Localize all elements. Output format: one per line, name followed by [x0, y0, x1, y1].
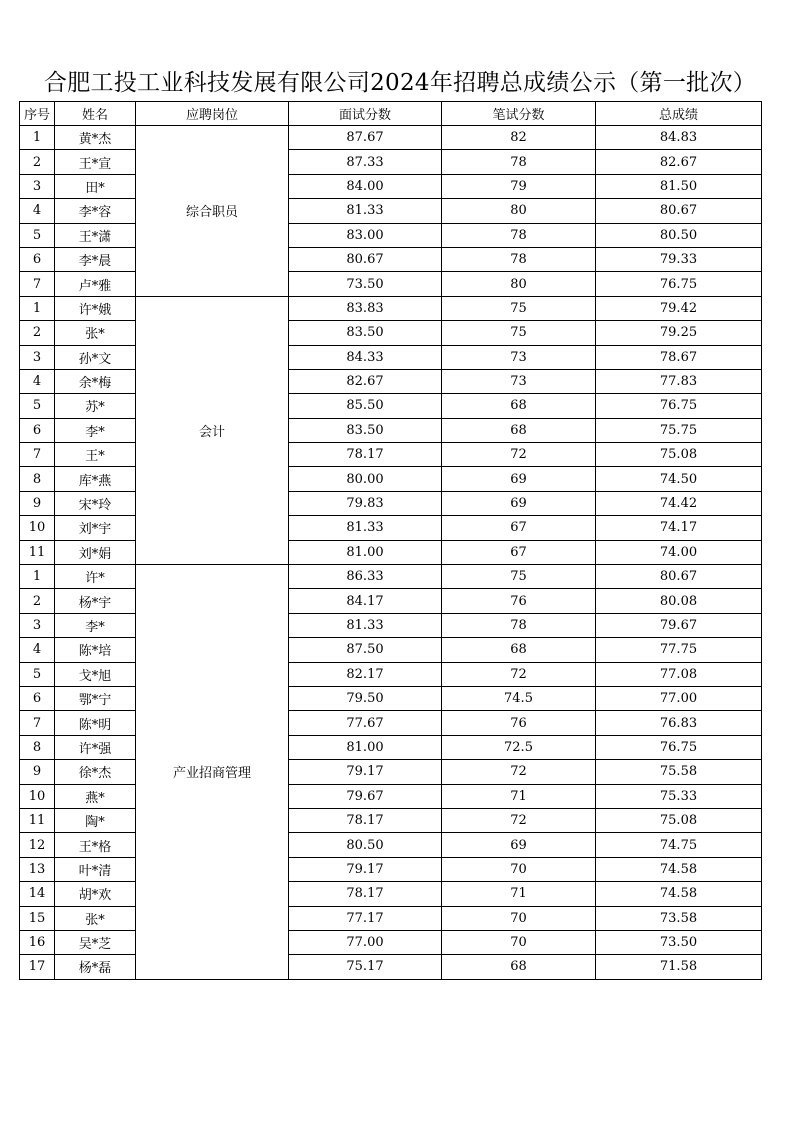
- cell-written-score: 76: [442, 711, 596, 735]
- cell-total-score: 77.83: [596, 369, 762, 393]
- cell-written-score: 78: [442, 223, 596, 247]
- table-row: [20, 516, 762, 540]
- cell-total-score: 81.50: [596, 174, 762, 198]
- cell-total-score: 73.50: [596, 930, 762, 954]
- table-row: [20, 906, 762, 930]
- cell-name: 孙*文: [55, 345, 136, 369]
- table-row: [20, 735, 762, 759]
- cell-index: 9: [20, 760, 55, 784]
- cell-interview-score: 84.17: [289, 589, 442, 613]
- header-index: 序号: [20, 102, 55, 126]
- cell-written-score: 75: [442, 321, 596, 345]
- cell-name: 杨*磊: [55, 955, 136, 979]
- cell-total-score: 79.67: [596, 613, 762, 637]
- cell-total-score: 79.25: [596, 321, 762, 345]
- cell-index: 13: [20, 857, 55, 881]
- cell-total-score: 79.42: [596, 296, 762, 320]
- cell-total-score: 74.00: [596, 540, 762, 564]
- cell-written-score: 67: [442, 516, 596, 540]
- cell-total-score: 76.75: [596, 272, 762, 296]
- cell-index: 10: [20, 784, 55, 808]
- table-row: [20, 613, 762, 637]
- cell-index: 2: [20, 150, 55, 174]
- cell-written-score: 78: [442, 150, 596, 174]
- cell-interview-score: 83.00: [289, 223, 442, 247]
- cell-name: 余*梅: [55, 369, 136, 393]
- table-header-row: [20, 102, 762, 126]
- table-row: [20, 369, 762, 393]
- cell-name: 王*潇: [55, 223, 136, 247]
- cell-name: 陶*: [55, 808, 136, 832]
- cell-interview-score: 78.17: [289, 443, 442, 467]
- table-row: [20, 199, 762, 223]
- cell-interview-score: 75.17: [289, 955, 442, 979]
- cell-position: 综合职员: [136, 126, 289, 297]
- cell-total-score: 74.50: [596, 467, 762, 491]
- table-row: [20, 686, 762, 710]
- cell-index: 2: [20, 321, 55, 345]
- cell-interview-score: 86.33: [289, 565, 442, 589]
- cell-total-score: 77.75: [596, 638, 762, 662]
- cell-name: 戈*旭: [55, 662, 136, 686]
- cell-total-score: 75.08: [596, 808, 762, 832]
- cell-index: 4: [20, 369, 55, 393]
- cell-written-score: 72: [442, 443, 596, 467]
- table-row: [20, 930, 762, 954]
- cell-index: 1: [20, 126, 55, 150]
- cell-index: 5: [20, 662, 55, 686]
- cell-interview-score: 85.50: [289, 394, 442, 418]
- header-interview-score: 面试分数: [289, 102, 442, 126]
- cell-name: 张*: [55, 321, 136, 345]
- cell-interview-score: 79.17: [289, 857, 442, 881]
- cell-index: 15: [20, 906, 55, 930]
- cell-index: 12: [20, 833, 55, 857]
- cell-total-score: 84.83: [596, 126, 762, 150]
- table-body: [20, 126, 762, 980]
- cell-index: 8: [20, 467, 55, 491]
- cell-name: 王*: [55, 443, 136, 467]
- cell-name: 王*宣: [55, 150, 136, 174]
- table-row: [20, 126, 762, 150]
- cell-interview-score: 80.50: [289, 833, 442, 857]
- table-row: [20, 857, 762, 881]
- cell-index: 10: [20, 516, 55, 540]
- page-title: 合肥工投工业科技发展有限公司2024年招聘总成绩公示（第一批次）: [43, 70, 757, 96]
- cell-name: 许*强: [55, 735, 136, 759]
- cell-interview-score: 80.00: [289, 467, 442, 491]
- cell-position: 产业招商管理: [136, 565, 289, 980]
- table-row: [20, 808, 762, 832]
- cell-index: 6: [20, 418, 55, 442]
- cell-written-score: 73: [442, 369, 596, 393]
- cell-index: 3: [20, 174, 55, 198]
- cell-written-score: 73: [442, 345, 596, 369]
- cell-interview-score: 87.33: [289, 150, 442, 174]
- cell-name: 王*格: [55, 833, 136, 857]
- table-row: [20, 272, 762, 296]
- cell-interview-score: 81.33: [289, 516, 442, 540]
- cell-name: 李*晨: [55, 247, 136, 271]
- cell-total-score: 74.58: [596, 857, 762, 881]
- cell-name: 苏*: [55, 394, 136, 418]
- cell-total-score: 74.58: [596, 882, 762, 906]
- table-row: [20, 955, 762, 979]
- cell-written-score: 82: [442, 126, 596, 150]
- cell-written-score: 78: [442, 247, 596, 271]
- cell-written-score: 79: [442, 174, 596, 198]
- table-row: [20, 882, 762, 906]
- cell-name: 卢*雅: [55, 272, 136, 296]
- cell-total-score: 76.75: [596, 394, 762, 418]
- cell-written-score: 68: [442, 394, 596, 418]
- cell-total-score: 78.67: [596, 345, 762, 369]
- cell-total-score: 76.75: [596, 735, 762, 759]
- cell-interview-score: 81.00: [289, 540, 442, 564]
- cell-total-score: 75.08: [596, 443, 762, 467]
- table-row: [20, 711, 762, 735]
- header-position: 应聘岗位: [136, 102, 289, 126]
- cell-name: 许*: [55, 565, 136, 589]
- cell-index: 4: [20, 199, 55, 223]
- cell-interview-score: 77.67: [289, 711, 442, 735]
- cell-interview-score: 79.67: [289, 784, 442, 808]
- table-row: [20, 638, 762, 662]
- cell-index: 16: [20, 930, 55, 954]
- cell-interview-score: 80.67: [289, 247, 442, 271]
- cell-interview-score: 82.17: [289, 662, 442, 686]
- cell-total-score: 74.42: [596, 491, 762, 515]
- cell-index: 17: [20, 955, 55, 979]
- cell-total-score: 77.00: [596, 686, 762, 710]
- cell-written-score: 80: [442, 272, 596, 296]
- cell-index: 11: [20, 808, 55, 832]
- cell-interview-score: 87.50: [289, 638, 442, 662]
- header-total-score: 总成绩: [596, 102, 762, 126]
- cell-index: 1: [20, 565, 55, 589]
- cell-index: 8: [20, 735, 55, 759]
- cell-written-score: 75: [442, 565, 596, 589]
- cell-name: 库*燕: [55, 467, 136, 491]
- cell-name: 黄*杰: [55, 126, 136, 150]
- cell-interview-score: 81.33: [289, 199, 442, 223]
- cell-total-score: 75.58: [596, 760, 762, 784]
- cell-interview-score: 81.33: [289, 613, 442, 637]
- cell-written-score: 70: [442, 857, 596, 881]
- cell-total-score: 73.58: [596, 906, 762, 930]
- cell-written-score: 68: [442, 638, 596, 662]
- cell-name: 胡*欢: [55, 882, 136, 906]
- cell-total-score: 75.33: [596, 784, 762, 808]
- table-row: [20, 540, 762, 564]
- table-row: [20, 443, 762, 467]
- cell-interview-score: 79.17: [289, 760, 442, 784]
- cell-interview-score: 77.00: [289, 930, 442, 954]
- cell-written-score: 72: [442, 808, 596, 832]
- cell-interview-score: 73.50: [289, 272, 442, 296]
- cell-name: 刘*宇: [55, 516, 136, 540]
- cell-total-score: 74.75: [596, 833, 762, 857]
- header-name: 姓名: [55, 102, 136, 126]
- cell-name: 陈*培: [55, 638, 136, 662]
- cell-written-score: 72.5: [442, 735, 596, 759]
- table-row: [20, 247, 762, 271]
- cell-name: 燕*: [55, 784, 136, 808]
- cell-name: 吴*芝: [55, 930, 136, 954]
- cell-written-score: 76: [442, 589, 596, 613]
- cell-total-score: 76.83: [596, 711, 762, 735]
- cell-interview-score: 83.50: [289, 321, 442, 345]
- cell-interview-score: 78.17: [289, 808, 442, 832]
- cell-index: 5: [20, 394, 55, 418]
- score-table: [19, 101, 762, 980]
- cell-index: 1: [20, 296, 55, 320]
- table-row: [20, 589, 762, 613]
- cell-name: 陈*明: [55, 711, 136, 735]
- table-row: [20, 565, 762, 589]
- cell-position: 会计: [136, 296, 289, 564]
- cell-index: 3: [20, 613, 55, 637]
- cell-total-score: 74.17: [596, 516, 762, 540]
- table-row: [20, 467, 762, 491]
- cell-interview-score: 82.67: [289, 369, 442, 393]
- cell-written-score: 69: [442, 833, 596, 857]
- header-written-score: 笔试分数: [442, 102, 596, 126]
- cell-index: 9: [20, 491, 55, 515]
- cell-index: 6: [20, 686, 55, 710]
- cell-written-score: 71: [442, 784, 596, 808]
- cell-written-score: 72: [442, 760, 596, 784]
- cell-written-score: 70: [442, 930, 596, 954]
- cell-written-score: 72: [442, 662, 596, 686]
- cell-index: 7: [20, 272, 55, 296]
- table-row: [20, 394, 762, 418]
- table-row: [20, 150, 762, 174]
- cell-name: 田*: [55, 174, 136, 198]
- cell-interview-score: 81.00: [289, 735, 442, 759]
- cell-total-score: 80.67: [596, 565, 762, 589]
- cell-index: 7: [20, 443, 55, 467]
- table-row: [20, 833, 762, 857]
- table-row: [20, 223, 762, 247]
- cell-name: 杨*宇: [55, 589, 136, 613]
- cell-name: 李*: [55, 418, 136, 442]
- cell-written-score: 69: [442, 467, 596, 491]
- cell-interview-score: 79.83: [289, 491, 442, 515]
- table-row: [20, 345, 762, 369]
- cell-interview-score: 83.83: [289, 296, 442, 320]
- table-row: [20, 662, 762, 686]
- cell-name: 张*: [55, 906, 136, 930]
- cell-written-score: 70: [442, 906, 596, 930]
- cell-index: 11: [20, 540, 55, 564]
- cell-interview-score: 84.00: [289, 174, 442, 198]
- cell-written-score: 75: [442, 296, 596, 320]
- table-row: [20, 784, 762, 808]
- cell-written-score: 74.5: [442, 686, 596, 710]
- cell-total-score: 75.75: [596, 418, 762, 442]
- cell-name: 许*娥: [55, 296, 136, 320]
- cell-interview-score: 83.50: [289, 418, 442, 442]
- cell-written-score: 78: [442, 613, 596, 637]
- cell-interview-score: 79.50: [289, 686, 442, 710]
- cell-index: 3: [20, 345, 55, 369]
- cell-written-score: 68: [442, 955, 596, 979]
- cell-written-score: 69: [442, 491, 596, 515]
- cell-name: 李*: [55, 613, 136, 637]
- table-row: [20, 491, 762, 515]
- cell-written-score: 71: [442, 882, 596, 906]
- cell-total-score: 80.08: [596, 589, 762, 613]
- cell-interview-score: 84.33: [289, 345, 442, 369]
- cell-interview-score: 77.17: [289, 906, 442, 930]
- table-row: [20, 321, 762, 345]
- cell-index: 14: [20, 882, 55, 906]
- cell-interview-score: 87.67: [289, 126, 442, 150]
- cell-name: 叶*清: [55, 857, 136, 881]
- cell-total-score: 77.08: [596, 662, 762, 686]
- cell-total-score: 82.67: [596, 150, 762, 174]
- cell-interview-score: 78.17: [289, 882, 442, 906]
- cell-written-score: 67: [442, 540, 596, 564]
- table-row: [20, 296, 762, 320]
- cell-total-score: 80.67: [596, 199, 762, 223]
- cell-name: 宋*玲: [55, 491, 136, 515]
- cell-index: 7: [20, 711, 55, 735]
- cell-index: 2: [20, 589, 55, 613]
- cell-name: 李*容: [55, 199, 136, 223]
- cell-total-score: 80.50: [596, 223, 762, 247]
- cell-index: 6: [20, 247, 55, 271]
- cell-written-score: 80: [442, 199, 596, 223]
- cell-name: 徐*杰: [55, 760, 136, 784]
- table-row: [20, 418, 762, 442]
- cell-name: 鄂*宁: [55, 686, 136, 710]
- cell-index: 5: [20, 223, 55, 247]
- cell-index: 4: [20, 638, 55, 662]
- table-row: [20, 174, 762, 198]
- cell-total-score: 79.33: [596, 247, 762, 271]
- cell-written-score: 68: [442, 418, 596, 442]
- cell-name: 刘*娟: [55, 540, 136, 564]
- cell-total-score: 71.58: [596, 955, 762, 979]
- table-row: [20, 760, 762, 784]
